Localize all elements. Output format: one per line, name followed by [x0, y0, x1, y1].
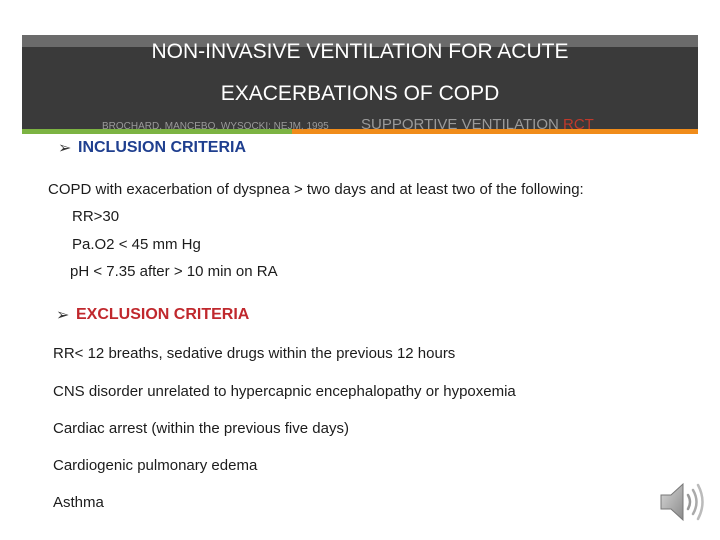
exclusion-item: Cardiogenic pulmonary edema: [53, 457, 258, 474]
exclusion-heading-row: [56, 305, 249, 325]
exclusion-item: CNS disorder unrelated to hypercapnic encephalopathy or hypoxemia: [53, 383, 516, 400]
inclusion-heading: INCLUSION CRITERIA: [78, 139, 246, 156]
subtitle: [361, 116, 594, 133]
inclusion-item: pH < 7.35 after > 10 min on RA: [70, 263, 278, 280]
speaker-icon[interactable]: [657, 478, 707, 526]
arrow-bullet-icon: ➢: [58, 140, 72, 157]
exclusion-item: RR< 12 breaths, sedative drugs within the previous 12 hours: [53, 345, 456, 362]
exclusion-item: Cardiac arrest (within the previous five days): [53, 420, 349, 437]
arrow-bullet-icon: ➢: [56, 307, 70, 324]
exclusion-item: Asthma: [53, 494, 104, 511]
inclusion-item: RR>30: [72, 208, 120, 225]
inclusion-intro: COPD with exacerbation of dyspnea > two days and at least two of the following:: [48, 181, 584, 198]
exclusion-heading: EXCLUSION CRITERIA: [76, 306, 250, 323]
inclusion-item: Pa.O2 < 45 mm Hg: [72, 236, 201, 253]
slide-title-line-1: NON-INVASIVE VENTILATION FOR ACUTE: [151, 40, 569, 63]
slide-title-line-2: EXACERBATIONS OF COPD: [220, 82, 500, 105]
citation: BROCHARD, MANCEBO, WYSOCKI: NEJM, 1995: [102, 121, 329, 132]
subtitle-rct: RCT: [563, 116, 594, 133]
inclusion-heading-row: [58, 138, 246, 158]
subtitle-main: SUPPORTIVE VENTILATION: [361, 116, 559, 133]
